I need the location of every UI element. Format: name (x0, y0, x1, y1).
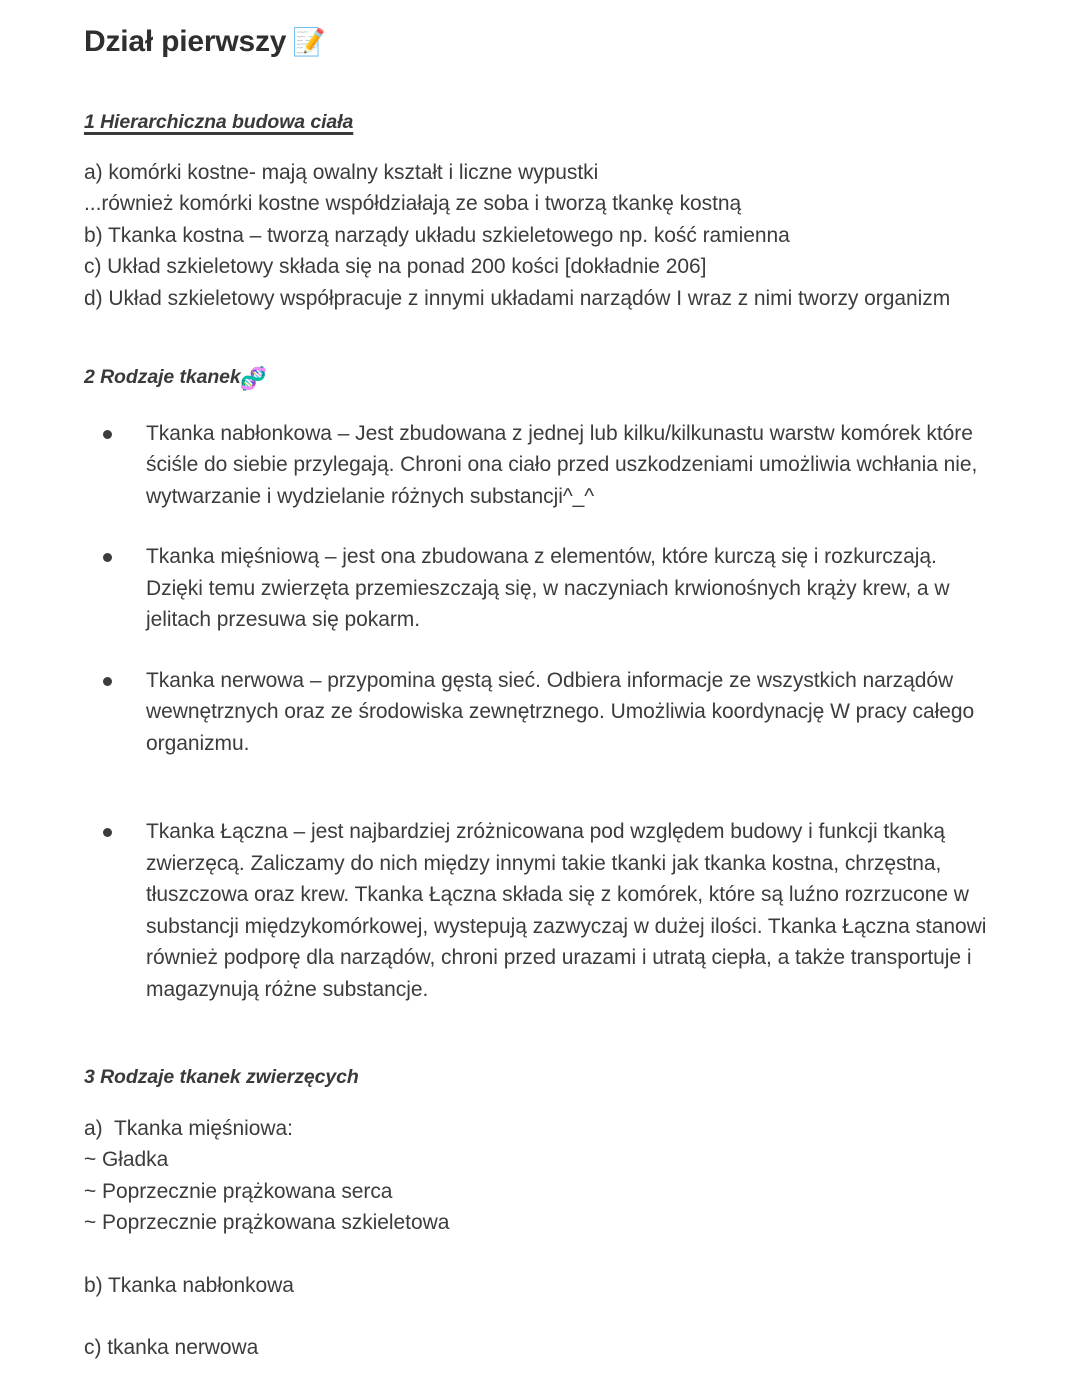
list-item (84, 816, 996, 1005)
section-3-sublist (84, 1113, 996, 1364)
sub-list-marker: ~ (84, 1179, 97, 1203)
bullet-dot-icon (103, 828, 112, 837)
sub-list-text: Gładka (102, 1148, 169, 1172)
section-1-heading-wrap (84, 109, 996, 135)
section-2-heading-text: 2 Rodzaje tkanek (84, 366, 241, 389)
sub-list-text: Poprzecznie prążkowana serca (102, 1179, 393, 1203)
list-item-text: Tkanka mięśniową – jest ona zbudowana z elementów, które kurczą się i rozkurczają. Dzięki temu zwierzęta przemieszczają się, w naczyniach krwionośnych krąży krew, a w jelitach przesuwa się pokarm. (146, 545, 950, 632)
text-line: d) Układ szkieletowy współpracuje z innymi układami narządów I wraz z nimi tworzy organizm (84, 286, 951, 310)
tissue-types-list (84, 418, 996, 1006)
section-1-heading-text: 1 Hierarchiczna budowa ciała (84, 110, 354, 133)
text-line: b) Tkanka kostna – tworzą narządy układu szkieletowego np. kość ramienna (84, 223, 790, 247)
sub-list-item (84, 1113, 996, 1145)
section-3-heading-wrap (84, 1064, 996, 1090)
section-3-heading-text: 3 Rodzaje tkanek zwierzęcych (84, 1066, 359, 1089)
list-item (84, 665, 996, 760)
sub-list-item (84, 1176, 996, 1208)
page-title (84, 22, 996, 62)
sub-list-item (84, 1270, 996, 1302)
bullet-dot-icon (103, 553, 112, 562)
section-1-heading (84, 109, 353, 135)
sub-list-text: Tkanka nabłonkowa (107, 1273, 294, 1297)
sub-list-marker: ~ (84, 1211, 97, 1235)
text-line: a) komórki kostne- mają owalny kształt i liczne wypustki (84, 160, 599, 184)
sub-list-text: Tkanka mięśniowa: (113, 1116, 293, 1140)
dna-emoji: 🧬 (239, 366, 267, 392)
section-1-lines (84, 157, 996, 315)
section-2-heading-wrap (84, 364, 996, 390)
sub-list-marker: ~ (84, 1148, 97, 1172)
sub-list-item (84, 1332, 996, 1364)
list-item (84, 418, 996, 513)
section-3-heading (84, 1064, 359, 1090)
bullet-dot-icon (103, 677, 112, 686)
sub-list-item (84, 1207, 996, 1239)
memo-emoji: 📝 (292, 27, 326, 59)
sub-list-text: tkanka nerwowa (107, 1336, 259, 1360)
section-2-heading (84, 364, 267, 390)
sub-list-marker: b) (84, 1273, 103, 1297)
sub-list-item (84, 1144, 996, 1176)
list-item-text: Tkanka nerwowa – przypomina gęstą sieć. Odbiera informacje ze wszystkich narządów wewnętrznych oraz ze środowiska zewnętrznego. Umożliwia koordynację W pracy całego organizmu. (146, 668, 975, 755)
bullet-dot-icon (103, 430, 112, 439)
list-item-text: Tkanka nabłonkowa – Jest zbudowana z jednej lub kilku/kilkunastu warstw komórek które ściśle do siebie przylegają. Chroni ona ciało przed uszkodzeniami umożliwia wchłania nie, wytwarzanie i wydzielanie różnych substancji^_^ (146, 421, 978, 508)
sub-list-text: Poprzecznie prążkowana szkieletowa (102, 1211, 450, 1235)
list-item (84, 541, 996, 636)
text-line: ...również komórki kostne współdziałają ze soba i tworzą tkankę kostną (84, 192, 742, 216)
list-item-text: Tkanka Łączna – jest najbardziej zróżnicowana pod względem budowy i funkcji tkanką zwierzęcą. Zaliczamy do nich między innymi takie tkanki jak tkanka kostna, chrzęstna, tłuszczowa oraz krew. Tkanka Łączna składa się z komórek, które są luźno rozrzucone w substancji międzykomórkowej, wystepują zazwyczaj w dużej ilości. Tkanka Łączna stanowi również podporę dla narządów, chroni przed urazami i utratą ciepła, a także transportuje i magazynują różne substancje. (146, 820, 987, 1001)
text-line: c) Układ szkieletowy składa się na ponad 200 kości [dokładnie 206] (84, 255, 707, 279)
sub-list-marker: a) (84, 1116, 103, 1140)
page-title-text: Dział pierwszy (84, 25, 287, 58)
sub-list-marker: c) (84, 1336, 102, 1360)
